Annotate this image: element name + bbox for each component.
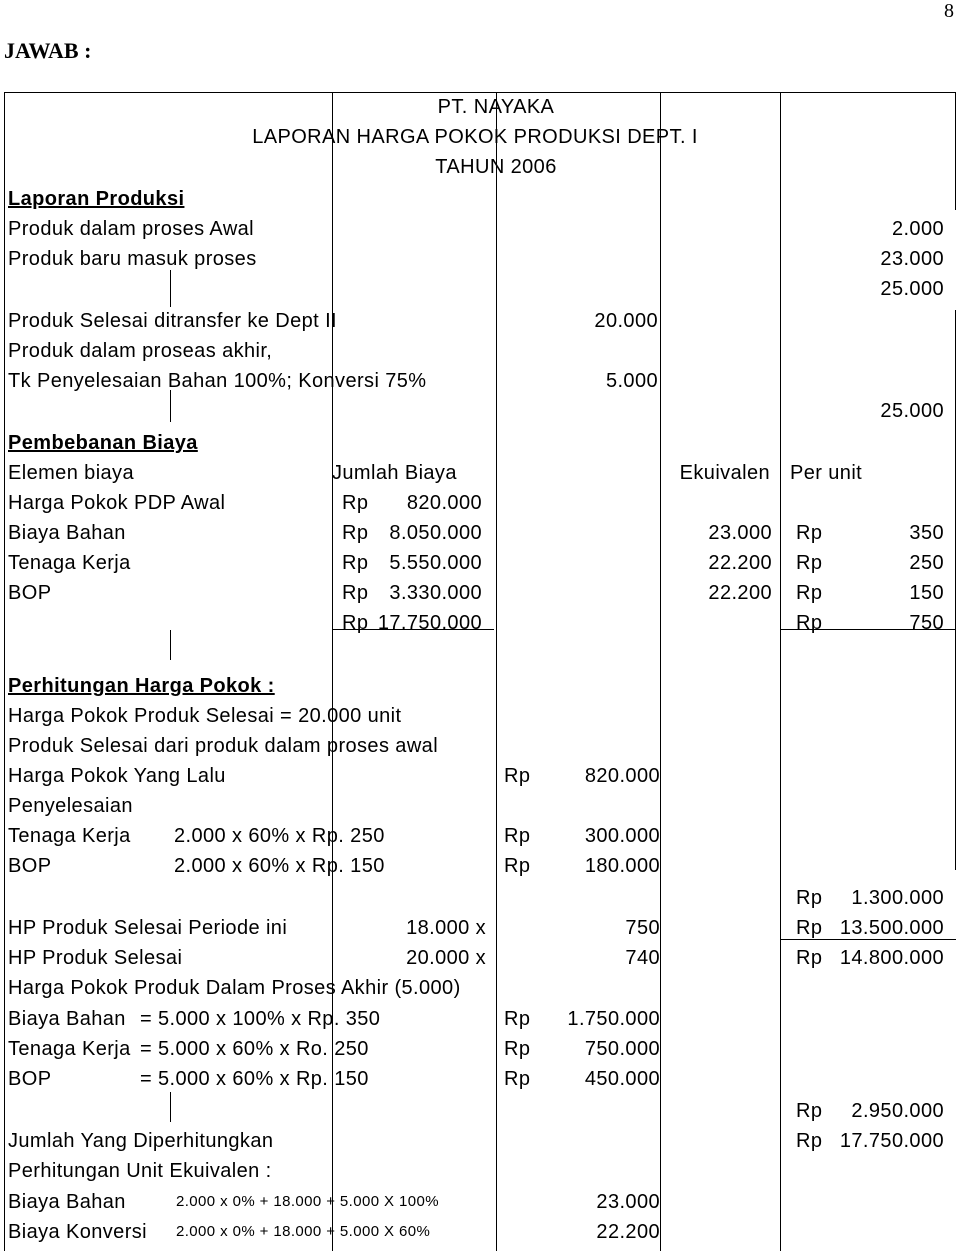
akhir-bahan-label: Biaya Bahan <box>8 1008 126 1030</box>
periode-ini-value: 13.500.000 <box>839 917 944 939</box>
produksi-total: 25.000 <box>880 400 944 422</box>
tk-label: Tenaga Kerja <box>8 825 131 847</box>
cost-total-jumlah: 17.750.000 <box>377 612 482 634</box>
cost-row-ekuivalen: 23.000 <box>708 522 772 544</box>
cost-row-rp2: Rp <box>796 582 823 604</box>
hp-lalu-value: 820.000 <box>584 765 660 787</box>
cost-total-rp: Rp <box>342 612 369 634</box>
grid-line <box>955 92 956 210</box>
akhir-tk-formula: = 5.000 x 60% x Ro. 250 <box>140 1038 369 1060</box>
ue-bahan-label: Biaya Bahan <box>8 1191 126 1213</box>
jumlah-label: Jumlah Yang Diperhitungkan <box>8 1130 274 1152</box>
hp-produk-selesai-rp: Rp <box>796 947 823 969</box>
bop-label: BOP <box>8 855 52 877</box>
ue-konversi-formula: 2.000 x 0% + 18.000 + 5.000 X 60% <box>176 1223 431 1240</box>
answer-heading: JAWAB : <box>4 38 92 63</box>
company-name: PT. NAYAKA <box>437 96 555 118</box>
hp-produk-selesai-value: 14.800.000 <box>839 947 944 969</box>
cost-row-ekuivalen: 22.200 <box>708 582 772 604</box>
cost-row-ekuivalen: 22.200 <box>708 552 772 574</box>
cost-row-jumlah: 3.330.000 <box>389 582 482 604</box>
akhir-tk-rp: Rp <box>504 1038 531 1060</box>
hp-produk-selesai-qty: 20.000 x <box>406 947 486 969</box>
header-elemen: Elemen biaya <box>8 462 134 484</box>
pdp-akhir-label: Produk dalam proseas akhir, <box>8 340 273 362</box>
cost-row-elemen: Biaya Bahan <box>8 522 126 544</box>
bop-formula: 2.000 x 60% x Rp. 150 <box>174 855 385 877</box>
pdp-akhir-value: 5.000 <box>605 370 658 392</box>
pdp-awal-label: Produk dalam proses Awal <box>8 218 255 240</box>
grid-line <box>170 630 171 660</box>
cost-row-rp: Rp <box>342 522 369 544</box>
report-year: TAHUN 2006 <box>435 156 557 178</box>
cost-row-jumlah: 820.000 <box>406 492 482 514</box>
report-title: LAPORAN HARGA POKOK PRODUKSI DEPT. I <box>252 126 698 148</box>
akhir-tk-value: 750.000 <box>584 1038 660 1060</box>
grid-line <box>955 310 956 870</box>
page-number: 8 <box>944 0 954 22</box>
ue-konversi-label: Biaya Konversi <box>8 1221 147 1243</box>
cost-row-rp2: Rp <box>796 522 823 544</box>
akhir-bahan-value: 1.750.000 <box>567 1008 660 1030</box>
selesai-label: Produk Selesai ditransfer ke Dept II <box>8 310 337 332</box>
ue-bahan-value: 23.000 <box>596 1191 660 1213</box>
subtotal-rp: Rp <box>796 887 823 909</box>
hp-produk-selesai-label: HP Produk Selesai <box>8 947 183 969</box>
cost-row-per-unit: 350 <box>909 522 944 544</box>
cost-row-elemen: Tenaga Kerja <box>8 552 131 574</box>
akhir-bop-value: 450.000 <box>584 1068 660 1090</box>
hp-lalu-label: Harga Pokok Yang Lalu <box>8 765 226 787</box>
tk-rp: Rp <box>504 825 531 847</box>
akhir-bop-label: BOP <box>8 1068 52 1090</box>
grid-line <box>170 1092 171 1122</box>
produksi-subtotal: 25.000 <box>880 278 944 300</box>
grid-line <box>496 92 497 1251</box>
cost-row-rp: Rp <box>342 492 369 514</box>
hp-produk-selesai-price: 740 <box>625 947 660 969</box>
pdp-akhir-detail: Tk Penyelesaian Bahan 100%; Konversi 75% <box>8 370 427 392</box>
cost-row-jumlah: 5.550.000 <box>389 552 482 574</box>
grid-line <box>170 270 171 307</box>
ue-konversi-value: 22.200 <box>596 1221 660 1243</box>
akhir-total-rp: Rp <box>796 1100 823 1122</box>
cost-row-rp: Rp <box>342 552 369 574</box>
periode-ini-label: HP Produk Selesai Periode ini <box>8 917 288 939</box>
periode-ini-qty: 18.000 x <box>406 917 486 939</box>
header-jumlah: Jumlah Biaya <box>332 462 457 484</box>
cost-row-rp: Rp <box>342 582 369 604</box>
grid-line <box>4 92 5 1251</box>
tk-value: 300.000 <box>584 825 660 847</box>
subtotal-value: 1.300.000 <box>851 887 944 909</box>
tk-formula: 2.000 x 60% x Rp. 250 <box>174 825 385 847</box>
akhir-bahan-rp: Rp <box>504 1008 531 1030</box>
baru-masuk-value: 23.000 <box>880 248 944 270</box>
baru-masuk-label: Produk baru masuk proses <box>8 248 257 270</box>
cost-row-per-unit: 250 <box>909 552 944 574</box>
cost-row-jumlah: 8.050.000 <box>389 522 482 544</box>
cost-row-elemen: Harga Pokok PDP Awal <box>8 492 226 514</box>
cost-row-elemen: BOP <box>8 582 52 604</box>
pembebanan-heading: Pembebanan Biaya <box>8 432 198 454</box>
selesai-value: 20.000 <box>594 310 658 332</box>
dari-pdp-awal: Produk Selesai dari produk dalam proses awal <box>8 735 439 757</box>
akhir-bahan-formula: = 5.000 x 100% x Rp. 350 <box>140 1008 381 1030</box>
periode-ini-price: 750 <box>625 917 660 939</box>
cost-row-per-unit: 150 <box>909 582 944 604</box>
unit-ekuivalen-heading: Perhitungan Unit Ekuivalen : <box>8 1160 272 1182</box>
header-ekuivalen: Ekuivalen <box>679 462 770 484</box>
perhitungan-heading: Perhitungan Harga Pokok : <box>8 675 275 697</box>
pdp-awal-value: 2.000 <box>891 218 944 240</box>
bop-rp: Rp <box>504 855 531 877</box>
hp-selesai-label: Harga Pokok Produk Selesai = 20.000 unit <box>8 705 402 727</box>
laporan-produksi-heading: Laporan Produksi <box>8 188 185 210</box>
akhir-tk-label: Tenaga Kerja <box>8 1038 131 1060</box>
akhir-bop-formula: = 5.000 x 60% x Rp. 150 <box>140 1068 369 1090</box>
periode-ini-rp: Rp <box>796 917 823 939</box>
akhir-total-value: 2.950.000 <box>851 1100 944 1122</box>
akhir-bop-rp: Rp <box>504 1068 531 1090</box>
cost-total-per-unit: 750 <box>909 612 944 634</box>
pdp-akhir-heading: Harga Pokok Produk Dalam Proses Akhir (5.000) <box>8 977 461 999</box>
jumlah-rp: Rp <box>796 1130 823 1152</box>
jumlah-value: 17.750.000 <box>839 1130 944 1152</box>
hp-lalu-rp: Rp <box>504 765 531 787</box>
header-per-unit: Per unit <box>790 462 863 484</box>
grid-line <box>660 92 661 1251</box>
bop-value: 180.000 <box>584 855 660 877</box>
cost-row-rp2: Rp <box>796 552 823 574</box>
penyelesaian-label: Penyelesaian <box>8 795 133 817</box>
spreadsheet <box>4 92 956 1251</box>
cost-total-rp2: Rp <box>796 612 823 634</box>
ue-bahan-formula: 2.000 x 0% + 18.000 + 5.000 X 100% <box>176 1193 439 1210</box>
